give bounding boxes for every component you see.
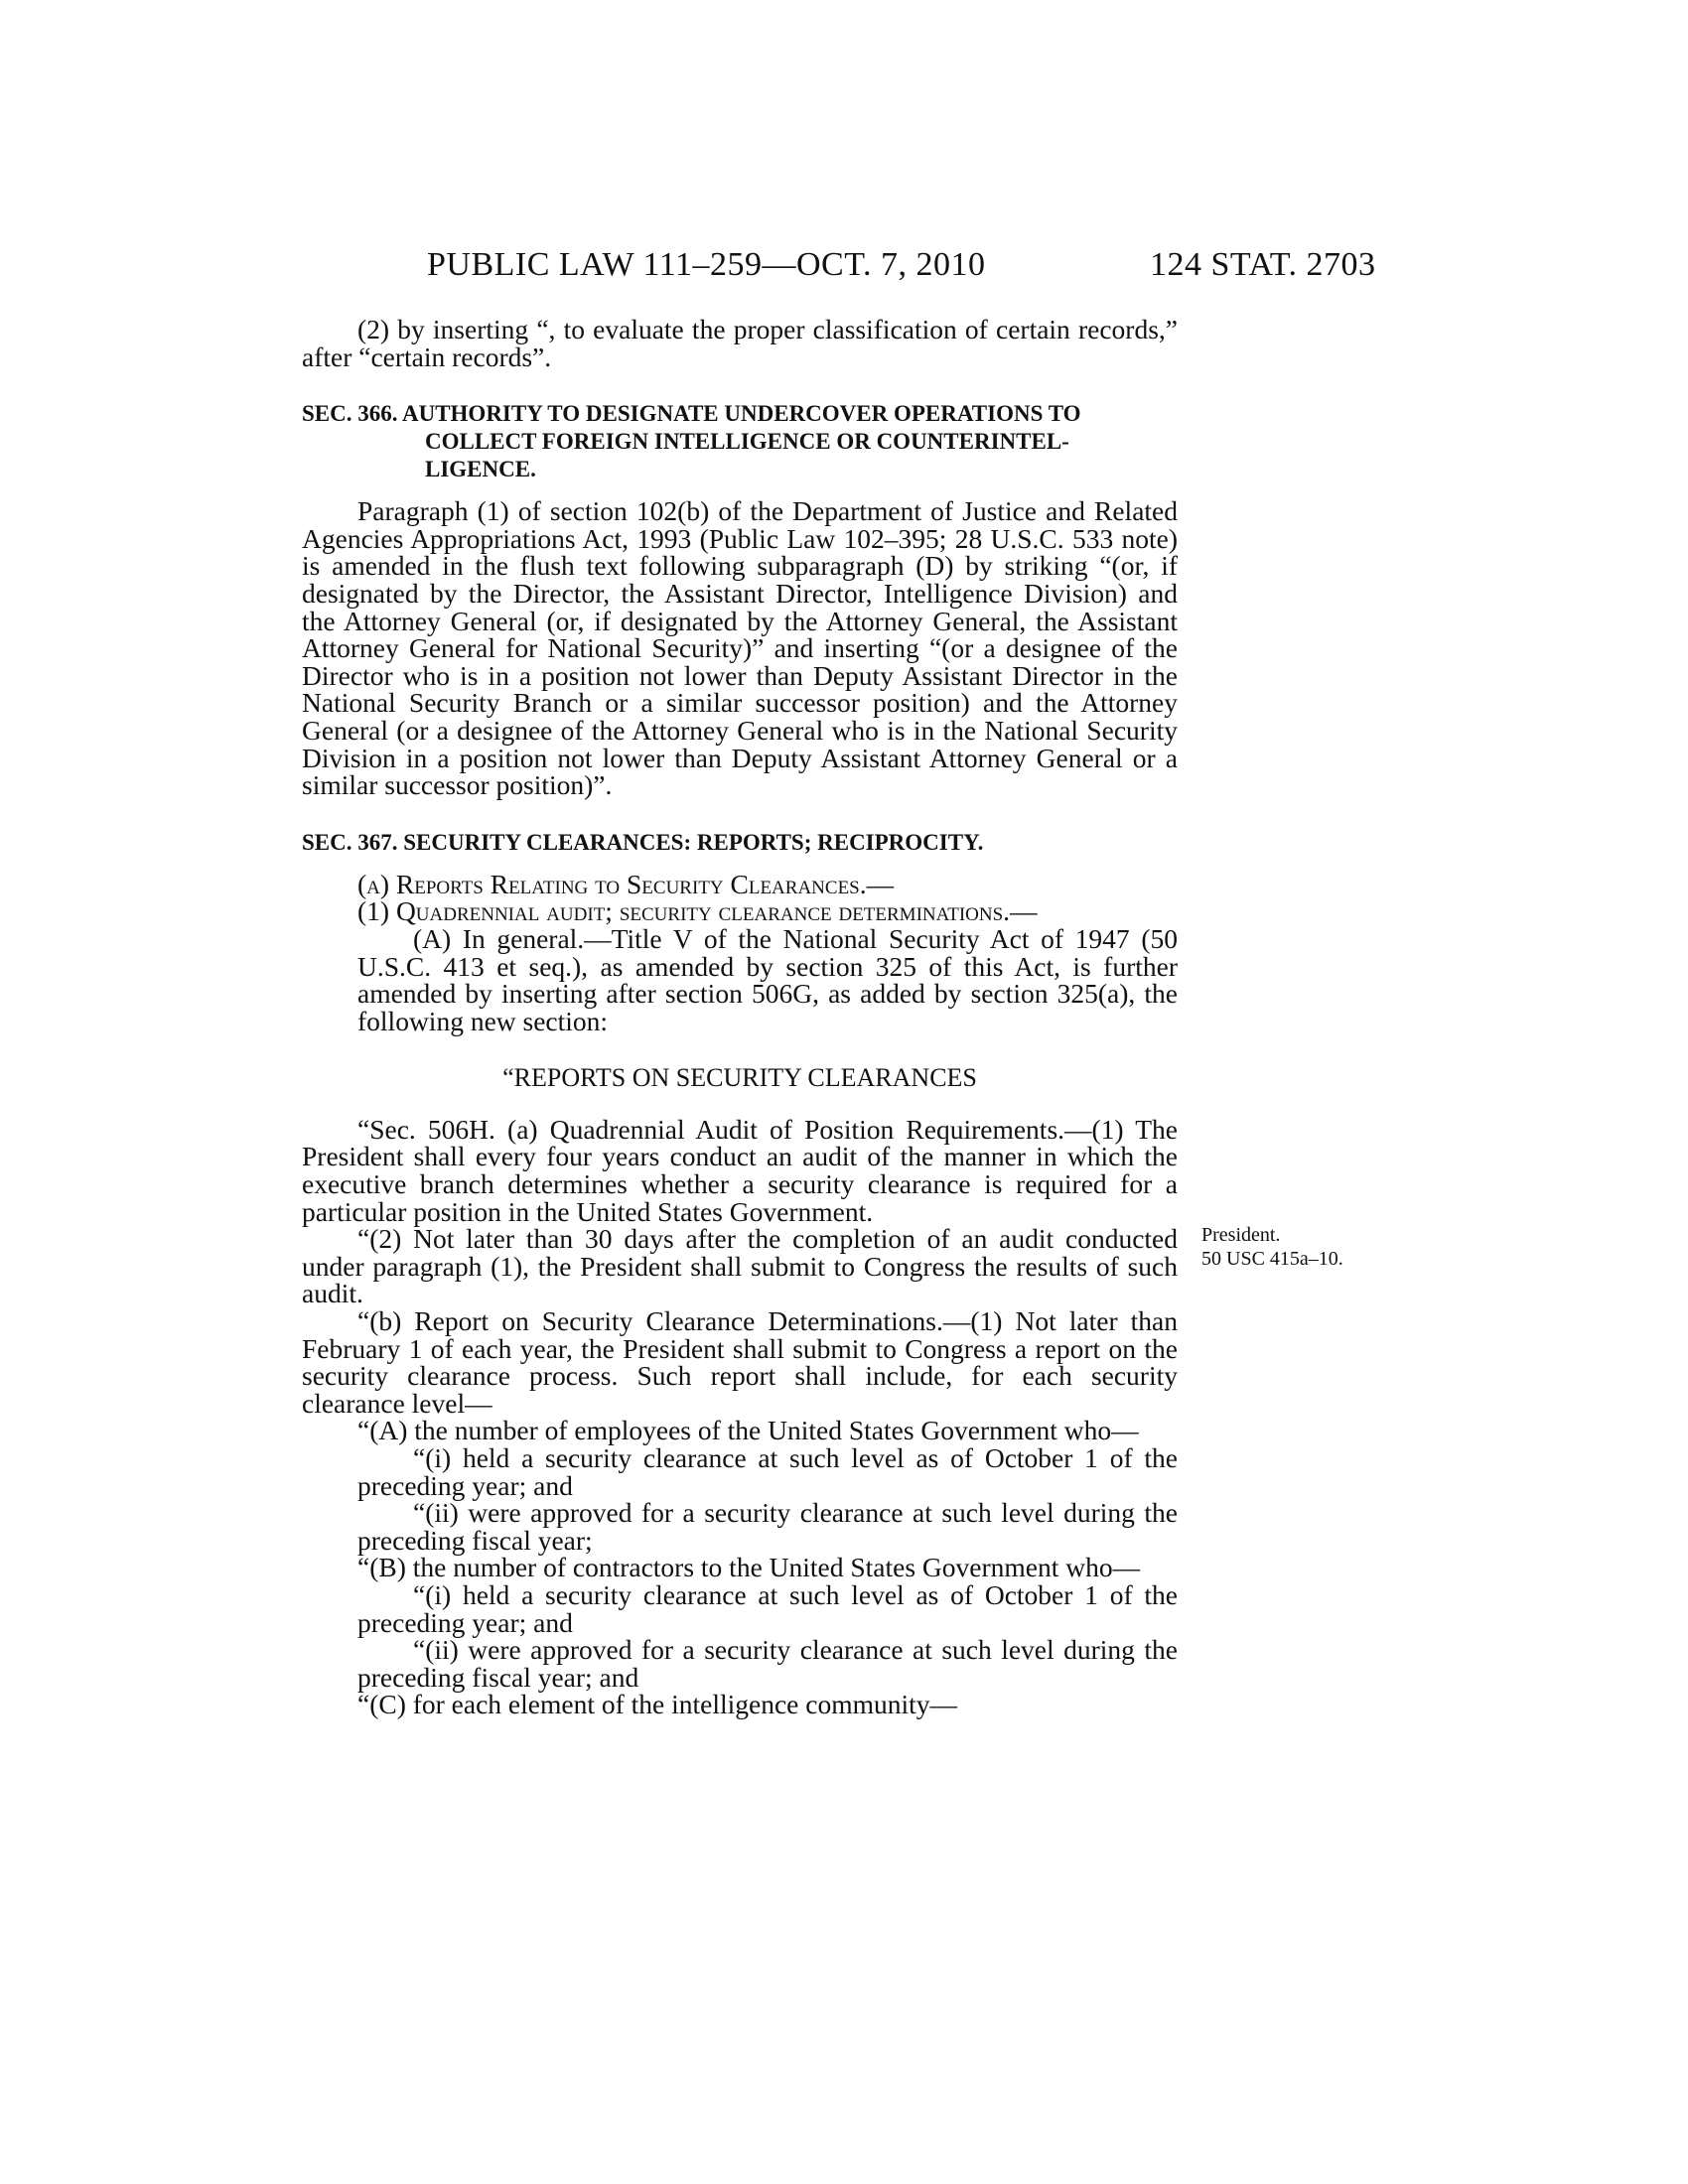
- section-366-title-line3: LIGENCE.: [425, 457, 536, 482]
- margin-notes: [1201, 1223, 1343, 1271]
- clause-b-A-ii: “(ii) were approved for a security clearance at such level during the preceding fiscal year;: [357, 1497, 1178, 1556]
- section-366-title-line1: SEC. 366. AUTHORITY TO DESIGNATE UNDERCOVER OPERATIONS TO: [302, 401, 1081, 427]
- section-506H-a2: “(2) Not later than 30 days after the completion of an audit conducted under paragraph (1), the President shall submit to Congress the results of such audit.: [302, 1223, 1178, 1309]
- section-506H-a1: “Sec. 506H. (a) Quadrennial Audit of Position Requirements.—(1) The President shall every four years conduct an audit of the manner in which the executive branch determines whether a security clearance is required for a particular position in the United States Government.: [302, 1113, 1178, 1227]
- paragraph-intro: (2) by inserting “, to evaluate the proper classification of certain records,” after “certain records”.: [302, 314, 1178, 372]
- body-text: [302, 316, 1178, 1718]
- clause-b-B-ii: “(ii) were approved for a security clearance at such level during the preceding fiscal year; and: [357, 1634, 1178, 1693]
- running-header-page-number: 124 STAT. 2703: [1150, 246, 1376, 283]
- inserted-section-heading: “REPORTS ON SECURITY CLEARANCES: [502, 1063, 977, 1093]
- paragraph-a1-heading: (1) Quadrennial audit; security clearance determinations.—: [357, 895, 1038, 927]
- margin-note-usc-citation: 50 USC 415a–10.: [1201, 1248, 1343, 1270]
- margin-note-president: President.: [1201, 1224, 1281, 1246]
- running-header-title: PUBLIC LAW 111–259—OCT. 7, 2010: [427, 246, 986, 283]
- clause-b-C: “(C) for each element of the intelligence community—: [357, 1689, 958, 1720]
- clause-b-B: “(B) the number of contractors to the United States Government who—: [357, 1552, 1141, 1583]
- section-367-title: SEC. 367. SECURITY CLEARANCES: REPORTS; RECIPROCITY.: [302, 829, 984, 855]
- section-366-heading: [302, 400, 1178, 483]
- section-366-text: Paragraph (1) of section 102(b) of the Department of Justice and Related Agencies Appropriations Act, 1993 (Public Law 102–395; 28 U.S.C. 533 note) is amended in the flush text following subparagraph (D) by striking “(or, if designated by the Director, the Assistant Director, Intelligence Division) and the Attorney General (or, if designated by the Attorney General, the Assistant Attorney General for National Security)” and inserting “(or a designee of the Director who is in a position not lower than Deputy Assistant Director in the National Security Branch or a similar successor position) and the Attorney General (or a designee of the Attorney General who is in the National Security Division in a position not lower than Deputy Assistant Attorney General or a similar successor position)”.: [302, 495, 1178, 801]
- subparagraph-a1A-text: (A) In general.—Title V of the National Security Act of 1947 (50 U.S.C. 413 et seq.), as amended by section 325 of this Act, is further amended by inserting after section 506G, as added by section 325(a), the following new section:: [357, 922, 1178, 1036]
- clause-b-B-i: “(i) held a security clearance at such level as of October 1 of the preceding year; and: [357, 1578, 1178, 1638]
- section-506H-b1: “(b) Report on Security Clearance Determinations.—(1) Not later than February 1 of each year, the President shall submit to Congress a report on the security clearance process. Such report shall include, for each security clearance level—: [302, 1305, 1178, 1419]
- clause-b-A: “(A) the number of employees of the United States Government who—: [357, 1415, 1139, 1446]
- clause-b-A-i: “(i) held a security clearance at such level as of October 1 of the preceding year; and: [357, 1442, 1178, 1501]
- section-366-title-line2: COLLECT FOREIGN INTELLIGENCE OR COUNTERINTEL-: [425, 429, 1069, 455]
- section-367-heading: [302, 829, 1178, 857]
- subsection-a-heading: (a) Reports Relating to Security Clearances.—: [357, 868, 895, 899]
